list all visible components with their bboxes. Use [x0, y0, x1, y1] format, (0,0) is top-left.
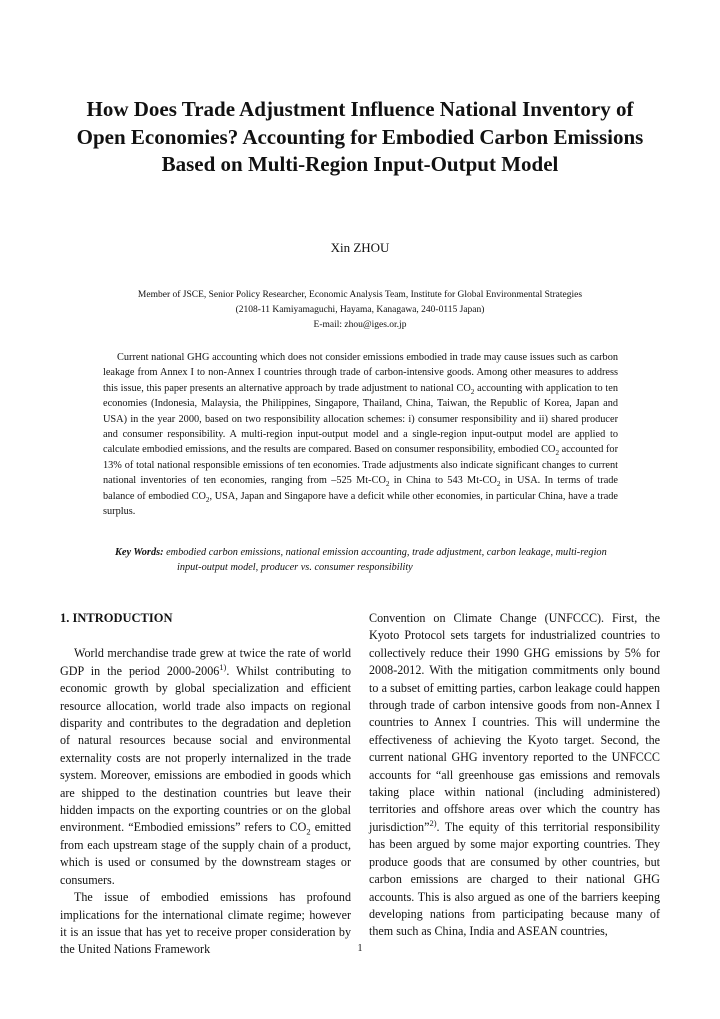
paper-title: How Does Trade Adjustment Influence National Inventory of Open Economies? Accounting for Embodied Carbon Emissions Based on Multi-Region Input-Output Model	[76, 97, 644, 176]
keywords-text: embodied carbon emissions, national emission accounting, trade adjustment, carbon leakage, multi-region input-output model, producer vs. consumer responsibility	[166, 547, 607, 574]
author-name: Xin ZHOU	[330, 240, 390, 255]
abstract	[103, 350, 618, 519]
page-number: 1	[357, 943, 363, 954]
section-heading: 1. INTRODUCTION	[60, 611, 173, 625]
paragraph: World merchandise trade grew at twice the rate of world GDP in the period 2000-2006$^{1)}$. Whilst contributing to economic growth by global specialization and efficient resource allocation, world trade also impacts on regional disparity and contributes to the degradation and depletion of natural resources because social and environmental externality costs are not properly internalized in the trade system. Moreover, emissions are embodied in goods which are shipped to the destination countries but leave their hidden impacts on the exporting countries or on the global environment. “Embodied emissions” refers to $CO_2$ emitted from each upstream stage of the supply chain of a product, which is used or consumed by the downstream stages or consumers.	[60, 646, 352, 887]
paragraph: The issue of embodied emissions has profound implications for the international climate regime; however it is an issue that has yet to receive proper consideration by the United Nations Framework	[60, 890, 351, 957]
keywords-label: Key Words:	[115, 547, 164, 558]
abstract-text: Current national GHG accounting which does not consider emissions embodied in trade may cause issues such as carbon leakage from Annex I to non-Annex I countries through trade of carbon-intensive goods. Among other measures to address this issue, this paper presents an alternative approach by trade adjustment to national $CO_2$ accounting with application to ten economies (Indonesia, Malaysia, the Philippines, Singapore, Thailand, China, Taiwan, the Republic of Korea, Japan and USA) in the year 2000, based on two responsibility allocation schemes: i) consumer responsibility and ii) shared producer and consumer responsibility. A multi-region input-output model and a single-region input-output model are applied to calculate embodied emissions, and the results are compared. Based on consumer responsibility, embodied $CO_2$ accounted for 13% of total national responsible emissions of ten economies. Trade adjustments also indicate significant changes to current national inventories of ten economies, ranging from –525 $Mt-CO_2$ in China to 543 $Mt-CO_2$ in USA. In terms of trade balance of embodied $CO_2$, USA, Japan and Singapore have a deficit while other economies, in particular China, have a trade surplus.	[103, 352, 619, 518]
left-column	[60, 610, 351, 959]
right-column	[369, 610, 660, 941]
keywords	[103, 545, 618, 576]
affiliation-line: Member of JSCE, Senior Policy Researcher, Economic Analysis Team, Institute for Global Environmental Strategies	[137, 290, 583, 300]
affiliation-email: E-mail: zhou@iges.or.jp	[313, 320, 407, 330]
affiliation	[60, 288, 660, 333]
affiliation-address: (2108-11 Kamiyamaguchi, Hayama, Kanagawa, 240-0115 Japan)	[235, 305, 485, 315]
paragraph: Convention on Climate Change (UNFCCC). First, the Kyoto Protocol sets targets for industrialized countries to collectively reduce their 1990 GHG emissions by 5% for 2008-2012. With the mitigation commitments only bound to a subset of emitting parties, carbon leakage could happen through trade of carbon intensive goods from non-Annex I countries to Annex I countries. This will undermine the effectiveness of achieving the Kyoto target. Second, the current national GHG inventory reported to the UNFCCC accounts for “all greenhouse gas emissions and removals taking place within national (including administered) territories and offshore areas over which the country has jurisdiction”$^{2)}$. The equity of this territorial responsibility has been argued by some major exporting countries. They produce goods that are consumed by other countries, but carbon emissions are charged to their national GHG accounts. This is also argued as one of the barriers keeping developing nations from participating because many of them such as China, India and ASEAN countries,	[369, 611, 660, 939]
